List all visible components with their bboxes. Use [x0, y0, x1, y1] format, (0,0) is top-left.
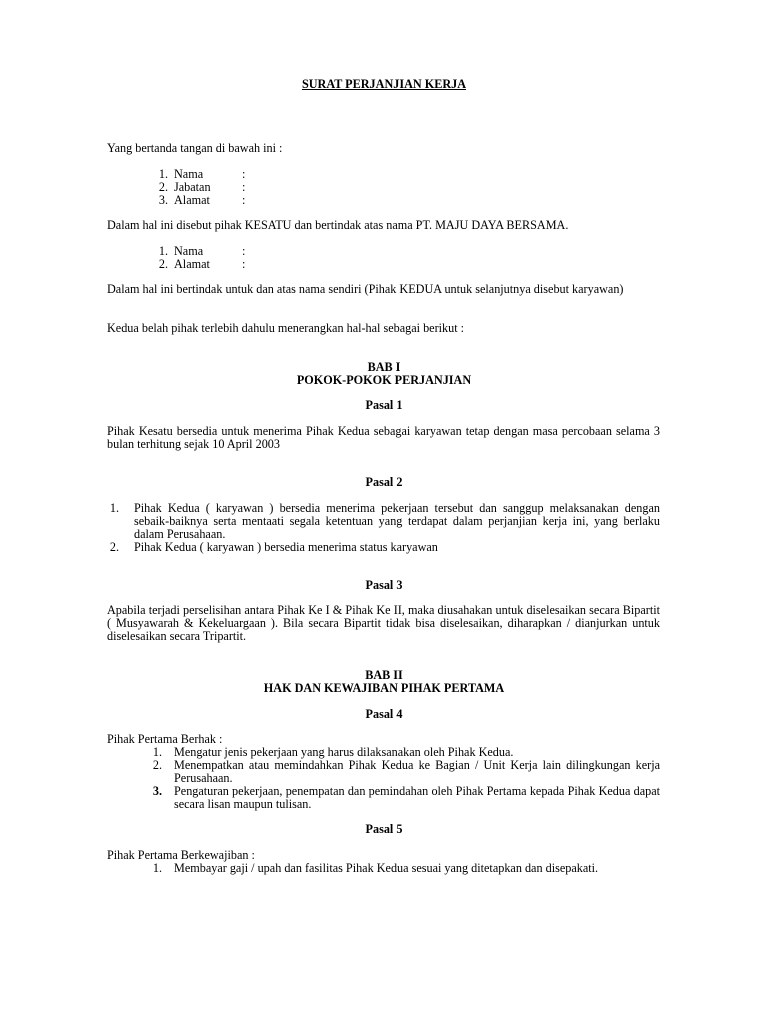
- list-item: [107, 541, 660, 554]
- field-label: Nama: [174, 244, 204, 258]
- article-2-heading: Pasal 2: [365, 475, 403, 489]
- intro-text: Yang bertanda tangan di bawah ini :: [107, 141, 283, 155]
- item-number: 1.: [109, 501, 119, 515]
- article-5-intro: Pihak Pertama Berkewajiban :: [107, 848, 255, 862]
- list-item: [107, 502, 660, 541]
- field-number: 2.: [158, 180, 168, 194]
- chapter-2-title: HAK DAN KEWAJIBAN PIHAK PERTAMA: [263, 681, 505, 695]
- list-item: [150, 862, 660, 875]
- item-text: Mengatur jenis pekerjaan yang harus dilaksanakan oleh Pihak Kedua.: [174, 745, 514, 759]
- article-1-heading: Pasal 1: [365, 398, 403, 412]
- party1-fields: [150, 168, 245, 207]
- article-1-text: Pihak Kesatu bersedia untuk menerima Pihak Kedua sebagai karyawan tetap dengan masa percobaan selama 3 bulan terhitung sejak 10 April 2003: [107, 424, 660, 451]
- chapter-1-title: POKOK-POKOK PERJANJIAN: [296, 373, 472, 387]
- item-number: 2.: [109, 540, 119, 554]
- item-text: Membayar gaji / upah dan fasilitas Pihak Kedua sesuai yang ditetapkan dan disepakati.: [174, 861, 599, 875]
- field-separator: :: [242, 257, 246, 271]
- party1-field: [150, 194, 245, 207]
- field-number: 2.: [158, 257, 168, 271]
- item-number: 2.: [152, 758, 162, 772]
- field-label: Nama: [174, 167, 204, 181]
- article-5-heading: Pasal 5: [365, 822, 403, 836]
- field-label: Alamat: [174, 193, 210, 207]
- item-number: 1.: [152, 861, 162, 875]
- field-number: 3.: [158, 193, 168, 207]
- field-separator: :: [242, 244, 246, 258]
- chapter-2-heading: BAB II: [365, 668, 403, 682]
- item-number: 1.: [152, 745, 162, 759]
- party1-description: Dalam hal ini disebut pihak KESATU dan bertindak atas nama PT. MAJU DAYA BERSAMA.: [107, 218, 569, 232]
- article-4-intro: Pihak Pertama Berhak :: [107, 732, 223, 746]
- article-4-heading: Pasal 4: [365, 707, 403, 721]
- field-separator: :: [242, 193, 246, 207]
- item-text: Pihak Kedua ( karyawan ) bersedia menerima pekerjaan tersebut dan sanggup melaksanakan dengan sebaik-baiknya serta mentaati segala ketentuan yang terdapat dalam perjanjian kerja ini, yang berlaku dalam Perusahaan.: [134, 501, 660, 541]
- party2-field: [150, 258, 245, 271]
- list-item: [150, 759, 660, 785]
- field-number: 1.: [158, 244, 168, 258]
- field-separator: :: [242, 180, 246, 194]
- party2-fields: [150, 245, 245, 271]
- field-label: Jabatan: [174, 180, 211, 194]
- agreement-intro: Kedua belah pihak terlebih dahulu menerangkan hal-hal sebagai berikut :: [107, 321, 465, 335]
- field-number: 1.: [158, 167, 168, 181]
- article-3-heading: Pasal 3: [365, 578, 403, 592]
- chapter-1-heading: BAB I: [367, 360, 401, 374]
- item-text: Pihak Kedua ( karyawan ) bersedia menerima status karyawan: [134, 540, 438, 554]
- item-text: Menempatkan atau memindahkan Pihak Kedua ke Bagian / Unit Kerja lain dilingkungan kerja Perusahaan.: [174, 758, 660, 785]
- field-separator: :: [242, 167, 246, 181]
- article-3-text: Apabila terjadi perselisihan antara Pihak Ke I & Pihak Ke II, maka diusahakan untuk diselesaikan secara Bipartit ( Musyawarah & Kekeluargaan ). Bila secara Bipartit tidak bisa diselesaikan, diharapkan / dianjurkan untuk diselesaikan secara Tripartit.: [107, 603, 660, 643]
- item-text: Pengaturan pekerjaan, penempatan dan pemindahan oleh Pihak Pertama kepada Pihak Kedua dapat secara lisan maupun tulisan.: [174, 784, 660, 811]
- field-label: Alamat: [174, 257, 210, 271]
- party2-description: Dalam hal ini bertindak untuk dan atas nama sendiri (Pihak KEDUA untuk selanjutnya disebut karyawan): [107, 282, 624, 296]
- item-number: 3.: [152, 784, 162, 798]
- document-title: SURAT PERJANJIAN KERJA: [301, 77, 467, 91]
- list-item: [150, 785, 660, 811]
